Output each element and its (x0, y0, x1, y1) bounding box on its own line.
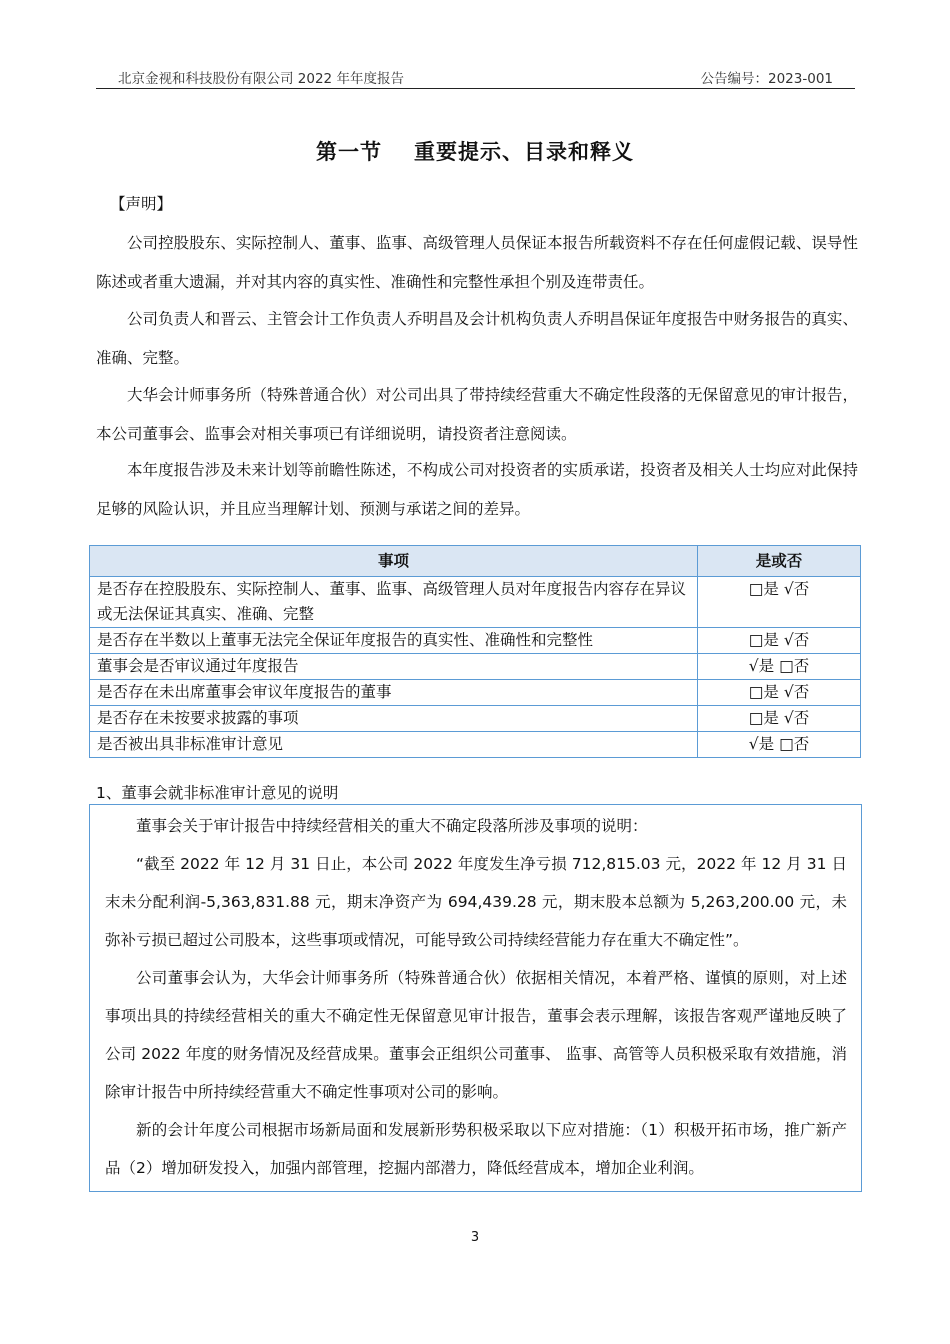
table-cell-answer: □是 √否 (698, 706, 861, 732)
note-paragraph-1: 董事会关于审计报告中持续经营相关的重大不确定段落所涉及事项的说明： (136, 817, 648, 835)
section-name: 重要提示、目录和释义 (414, 140, 634, 164)
header-report-title: 北京金视和科技股份有限公司 2022 年年度报告 (118, 71, 404, 87)
non-standard-opinion-box (89, 804, 862, 1192)
table-row (90, 732, 861, 758)
table-cell-item: 是否被出具非标准审计意见 (90, 732, 698, 758)
table-row (90, 680, 861, 706)
table-cell-answer: □是 √否 (698, 628, 861, 654)
section-number: 第一节 (316, 140, 382, 164)
note-paragraph-4: 新的会计年度公司根据市场新局面和发展新形势积极采取以下应对措施：（1）积极开拓市场，推广新产品（2）增加研发投入，加强内部管理，挖掘内部潜力，降低经营成本，增加企业利润。 (105, 1121, 847, 1177)
table-cell-item: 是否存在控股股东、实际控制人、董事、监事、高级管理人员对年度报告内容存在异议或无法保证其真实、准确、完整 (90, 577, 698, 628)
note-paragraph-2: “截至 2022 年 12 月 31 日止，本公司 2022 年度发生净亏损 712,815.03 元，2022 年 12 月 31 日末未分配利润-5,363,831.88 元，期末净资产为 694,439.28 元，期末股本总额为 5,263,200.00 元，未弥补亏损已超过公司股本，这些事项或情况，可能导致公司持续经营能力存在重大不确定性”。 (105, 855, 847, 949)
table-header-answer: 是或否 (698, 546, 861, 577)
note-paragraph-3: 公司董事会认为，大华会计师事务所（特殊普通合伙）依据相关情况，本着严格、谨慎的原则，对上述事项出具的持续经营相关的重大不确定性无保留意见审计报告，董事会表示理解，该报告客观严谨地反映了公司 2022 年度的财务情况及经营成果。董事会正组织公司董事、 监事、高管等人员积极采取有效措施，消除审计报告中所持续经营重大不确定性事项对公司的影响。 (105, 969, 847, 1101)
table-header-item: 事项 (90, 546, 698, 577)
table-cell-item: 董事会是否审议通过年度报告 (90, 654, 698, 680)
non-standard-opinion-heading: 1、董事会就非标准审计意见的说明 (96, 784, 339, 802)
table-cell-answer: √是 □否 (698, 654, 861, 680)
table-cell-answer: √是 □否 (698, 732, 861, 758)
statement-paragraph-3: 大华会计师事务所（特殊普通合伙）对公司出具了带持续经营重大不确定性段落的无保留意见的审计报告，本公司董事会、监事会对相关事项已有详细说明，请投资者注意阅读。 (96, 386, 858, 443)
table-cell-item: 是否存在半数以上董事无法完全保证年度报告的真实性、准确性和完整性 (90, 628, 698, 654)
table-cell-answer: □是 √否 (698, 577, 861, 628)
table-row (90, 654, 861, 680)
table-row (90, 706, 861, 732)
table-row (90, 577, 861, 628)
table-cell-item: 是否存在未按要求披露的事项 (90, 706, 698, 732)
statement-paragraph-4: 本年度报告涉及未来计划等前瞻性陈述，不构成公司对投资者的实质承诺，投资者及相关人士均应对此保持足够的风险认识，并且应当理解计划、预测与承诺之间的差异。 (96, 461, 858, 518)
table-cell-item: 是否存在未出席董事会审议年度报告的董事 (90, 680, 698, 706)
table-row (90, 628, 861, 654)
table-header-row (90, 546, 861, 577)
page-number: 3 (470, 1230, 480, 1245)
page-header (96, 64, 855, 89)
section-title (0, 136, 950, 166)
statement-paragraph-2: 公司负责人和晋云、主管会计工作负责人乔明昌及会计机构负责人乔明昌保证年度报告中财务报告的真实、准确、完整。 (96, 310, 858, 367)
header-announcement-number: 公告编号：2023-001 (700, 71, 833, 87)
statement-label: 【声明】 (110, 195, 173, 213)
statement-paragraph-1: 公司控股股东、实际控制人、董事、监事、高级管理人员保证本报告所载资料不存在任何虚假记载、误导性陈述或者重大遗漏，并对其内容的真实性、准确性和完整性承担个别及连带责任。 (96, 234, 858, 291)
declaration-table (89, 545, 861, 758)
table-cell-answer: □是 √否 (698, 680, 861, 706)
